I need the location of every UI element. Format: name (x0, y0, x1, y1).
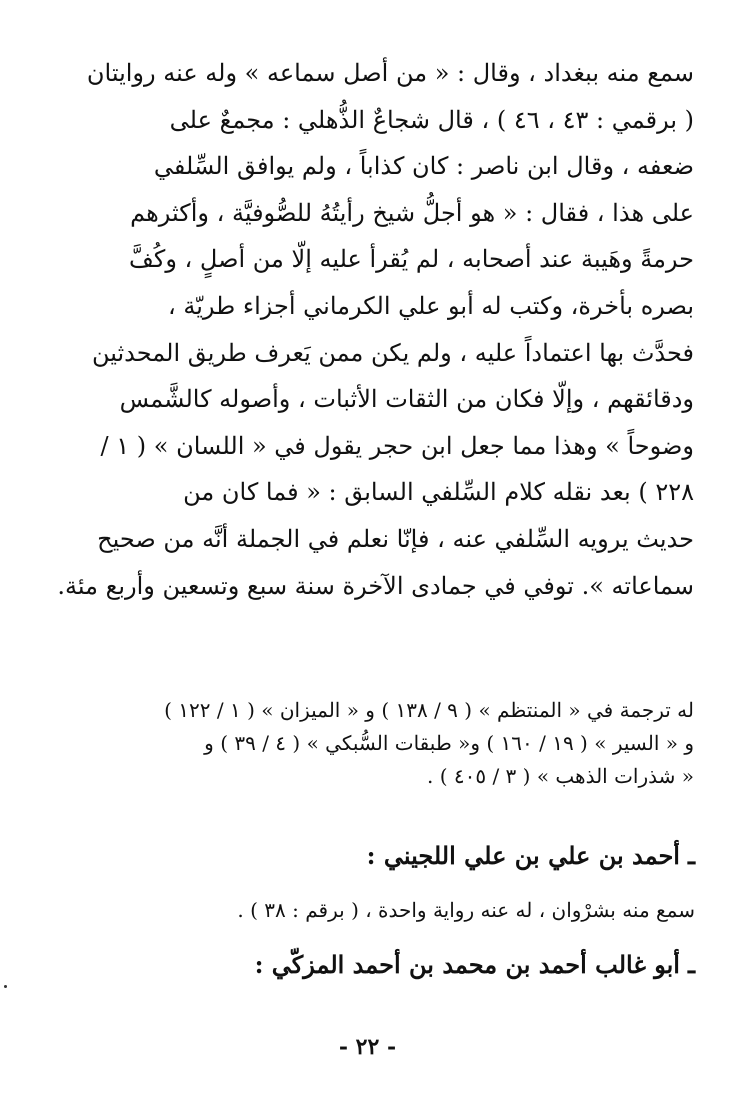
footnote-line: و « السير » ( ١٩ / ١٦٠ ) و« طبقات السُّبكي » ( ٤ / ٣٩ ) و (204, 731, 694, 755)
footnote-line: له ترجمة في « المنتظم » ( ٩ / ١٣٨ ) و « الميزان » ( ١ / ١٢٢ ) (164, 698, 694, 722)
footnote-line: « شذرات الذهب » ( ٣ / ٤٠٥ ) . (426, 764, 694, 788)
entry-heading (41, 945, 695, 985)
text-line: ( برقمي : ٤٣ ، ٤٦ ) ، قال شجاعٌ الذُّهلي : مجمعٌ على (169, 105, 694, 134)
text-line: بصره بأخرة، وكتب له أبو علي الكرماني أجزاء طريّة ، (167, 291, 694, 320)
entry-dash: ـ (687, 950, 695, 979)
margin-mark (4, 985, 7, 988)
footnote-block (40, 694, 694, 793)
entry-heading-text: أحمد بن علي بن علي اللجيني : (366, 841, 680, 870)
text-line: ضعفه ، وقال ابن ناصر : كان كذاباً ، ولم يوافق السِّلفي (153, 152, 694, 181)
text-line: سمع منه ببغداد ، وقال : « من أصل سماعه » وله عنه روايتان (86, 59, 694, 87)
text-line: سماعاته ». توفي في جمادى الآخرة سنة سبع وتسعين وأربع مئة. (57, 571, 694, 600)
text-line: حرمةً وهَيبة عند أصحابه ، لم يُقرأ عليه إلّا من أصلٍ ، وكُفَّ (129, 245, 694, 274)
text-line: وضوحاً » وهذا مما جعل ابن حجر يقول في « اللسان » ( ١ / (100, 431, 694, 460)
text-line: حديث يرويه السِّلفي عنه ، فإنّا نعلم في الجملة أنَّه من صحيح (97, 524, 694, 553)
main-text-block (40, 50, 694, 609)
text-line: ٢٢٨ ) بعد نقله كلام السِّلفي السابق : « فما كان من (183, 478, 694, 507)
entry-heading-text: أبو غالب أحمد بن محمد بن أحمد المزكّي : (254, 950, 680, 979)
page-number: - ٢٢ - (338, 1034, 397, 1060)
entry-dash: ـ (687, 841, 695, 870)
entry-heading (41, 836, 695, 876)
entry-text: سمع منه بشرْوان ، له عنه رواية واحدة ، ( برقم : ٣٨ ) . (237, 898, 695, 922)
text-line: فحدَّث بها اعتماداً عليه ، ولم يكن ممن يَعرف طريق المحدثين (91, 338, 694, 367)
text-line: على هذا ، فقال : « هو أجلُّ شيخ رأيتُهُ للصُّوفيَّة ، وأكثرهم (130, 198, 694, 227)
text-line: ودقائقهم ، وإلّا فكان من الثقات الأثبات ، وأصوله كالشَّمس (119, 385, 694, 414)
